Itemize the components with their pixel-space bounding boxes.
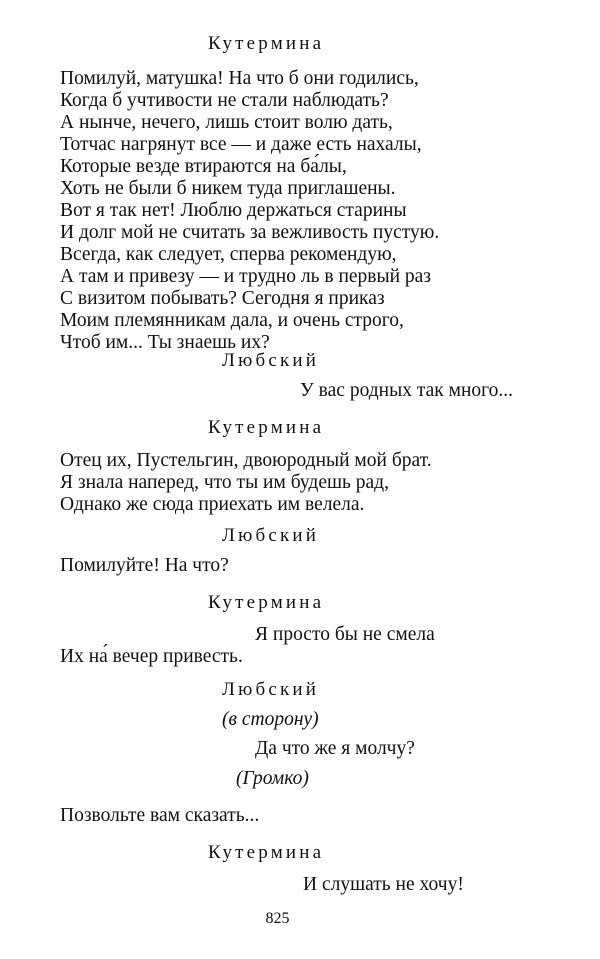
page-number: 825: [265, 910, 290, 927]
verse-line: Моим племянникам дала, и очень строго,: [60, 310, 404, 331]
verse-line: Которые везде втираются на ба́лы,: [60, 156, 347, 177]
verse-line: Тотчас нагрянут все — и даже есть нахалы,: [60, 134, 422, 155]
stage-direction: (Громко): [236, 768, 309, 789]
verse-line: А там и привезу — и трудно ль в первый раз: [60, 266, 432, 287]
verse-line: С визитом побывать? Сегодня я приказ: [60, 288, 385, 309]
speaker-name: Любский: [222, 679, 320, 700]
verse-line: Однако же сюда приехать им велела.: [60, 494, 365, 515]
verse-line: Да что же я молчу?: [255, 738, 415, 759]
speaker-name: Любский: [222, 525, 320, 546]
verse-line: И слушать не хочу!: [303, 874, 464, 895]
verse-line: Я просто бы не смела: [255, 624, 435, 645]
speaker-name: Кутермина: [208, 417, 325, 438]
stage-direction: (в сторону): [222, 709, 319, 730]
verse-line: Хоть не были б никем туда приглашены.: [60, 178, 396, 199]
verse-line: У вас родных так много...: [300, 380, 514, 401]
verse-line: Когда б учтивости не стали наблюдать?: [60, 90, 389, 111]
verse-line: Позвольте вам сказать...: [60, 805, 260, 826]
verse-line: Я знала наперед, что ты им будешь рад,: [60, 472, 389, 493]
verse-line: Помилуй, матушка! На что б они годились,: [60, 68, 419, 89]
verse-line: И долг мой не считать за вежливость пустую.: [60, 222, 440, 243]
verse-line: А нынче, нечего, лишь стоит волю дать,: [60, 112, 393, 133]
verse-line: Их на́ вечер привесть.: [60, 646, 243, 667]
speaker-name: Любский: [222, 350, 320, 371]
verse-line: Помилуйте! На что?: [60, 555, 229, 576]
speaker-name: Кутермина: [208, 33, 325, 54]
speaker-name: Кутермина: [208, 842, 325, 863]
verse-line: Отец их, Пустельгин, двоюродный мой брат.: [60, 450, 432, 471]
verse-line: Всегда, как следует, сперва рекомендую,: [60, 244, 397, 265]
speaker-name: Кутермина: [208, 592, 325, 613]
verse-line: Чтоб им... Ты знаешь их?: [60, 332, 270, 353]
verse-line: Вот я так нет! Люблю держаться старины: [60, 200, 407, 221]
